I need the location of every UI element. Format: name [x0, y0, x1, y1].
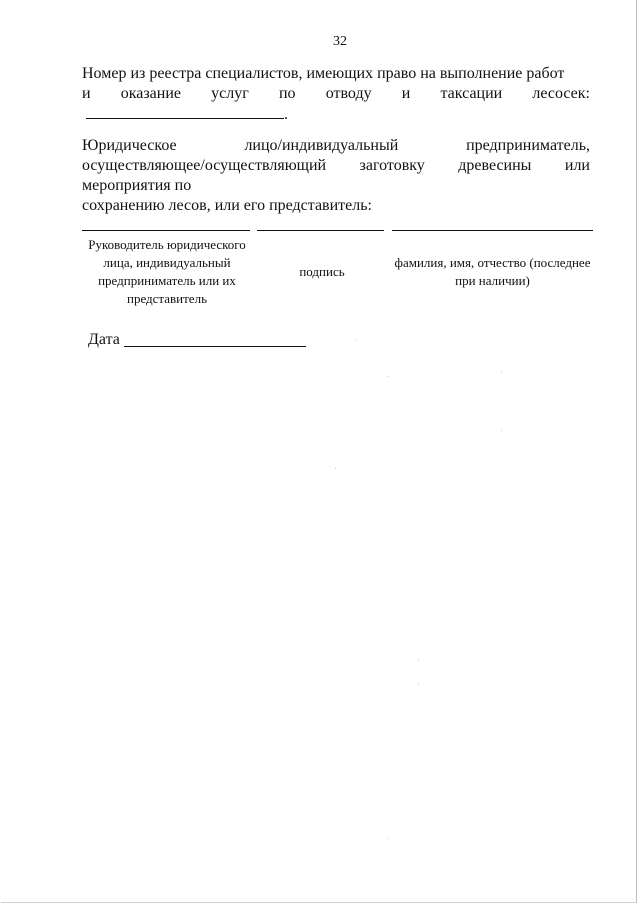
registry-end-period: .: [284, 106, 288, 123]
page-number: 32: [333, 34, 347, 49]
scan-speck: [501, 372, 502, 373]
head-caption: Руководитель юридического лица, индивидуальный предприниматель или их представитель: [88, 237, 246, 306]
signature-line[interactable]: [257, 230, 384, 231]
representative-word-3: предприниматель,: [466, 137, 590, 154]
representative-line-3: сохранению лесов, или его представитель:: [82, 197, 372, 214]
scan-speck: [418, 660, 419, 661]
representative-line-2: осуществляющее/осуществляющий заготовку древесины или мероприятия по: [82, 157, 590, 194]
full-name-caption: фамилия, имя, отчество (последнее при наличии): [394, 255, 591, 288]
scan-speck: [335, 468, 336, 469]
registry-line-2: [82, 84, 590, 125]
scan-speck: [355, 340, 356, 341]
representative-word-1: Юридическое: [82, 137, 177, 154]
scan-speck: [501, 430, 502, 431]
registry-number-field[interactable]: [86, 104, 284, 119]
registry-line-1: Номер из реестра специалистов, имеющих право на выполнение работ: [82, 65, 565, 82]
date-label: Дата: [88, 331, 120, 348]
full-name-line[interactable]: [392, 230, 593, 231]
representative-paragraph: [82, 136, 590, 216]
signature-caption: подпись: [299, 264, 345, 279]
registry-paragraph: [82, 64, 590, 125]
date-row: [88, 330, 306, 350]
head-signature-line[interactable]: [82, 230, 250, 231]
scan-speck: [388, 376, 389, 377]
scan-speck: [388, 838, 389, 839]
representative-word-2: лицо/индивидуальный: [244, 137, 399, 154]
date-field[interactable]: [124, 332, 306, 347]
representative-line-1: [82, 136, 590, 156]
registry-line-2-text: и оказание услуг по отводу и таксации лесосек:: [82, 85, 590, 102]
scan-speck: [418, 684, 419, 685]
